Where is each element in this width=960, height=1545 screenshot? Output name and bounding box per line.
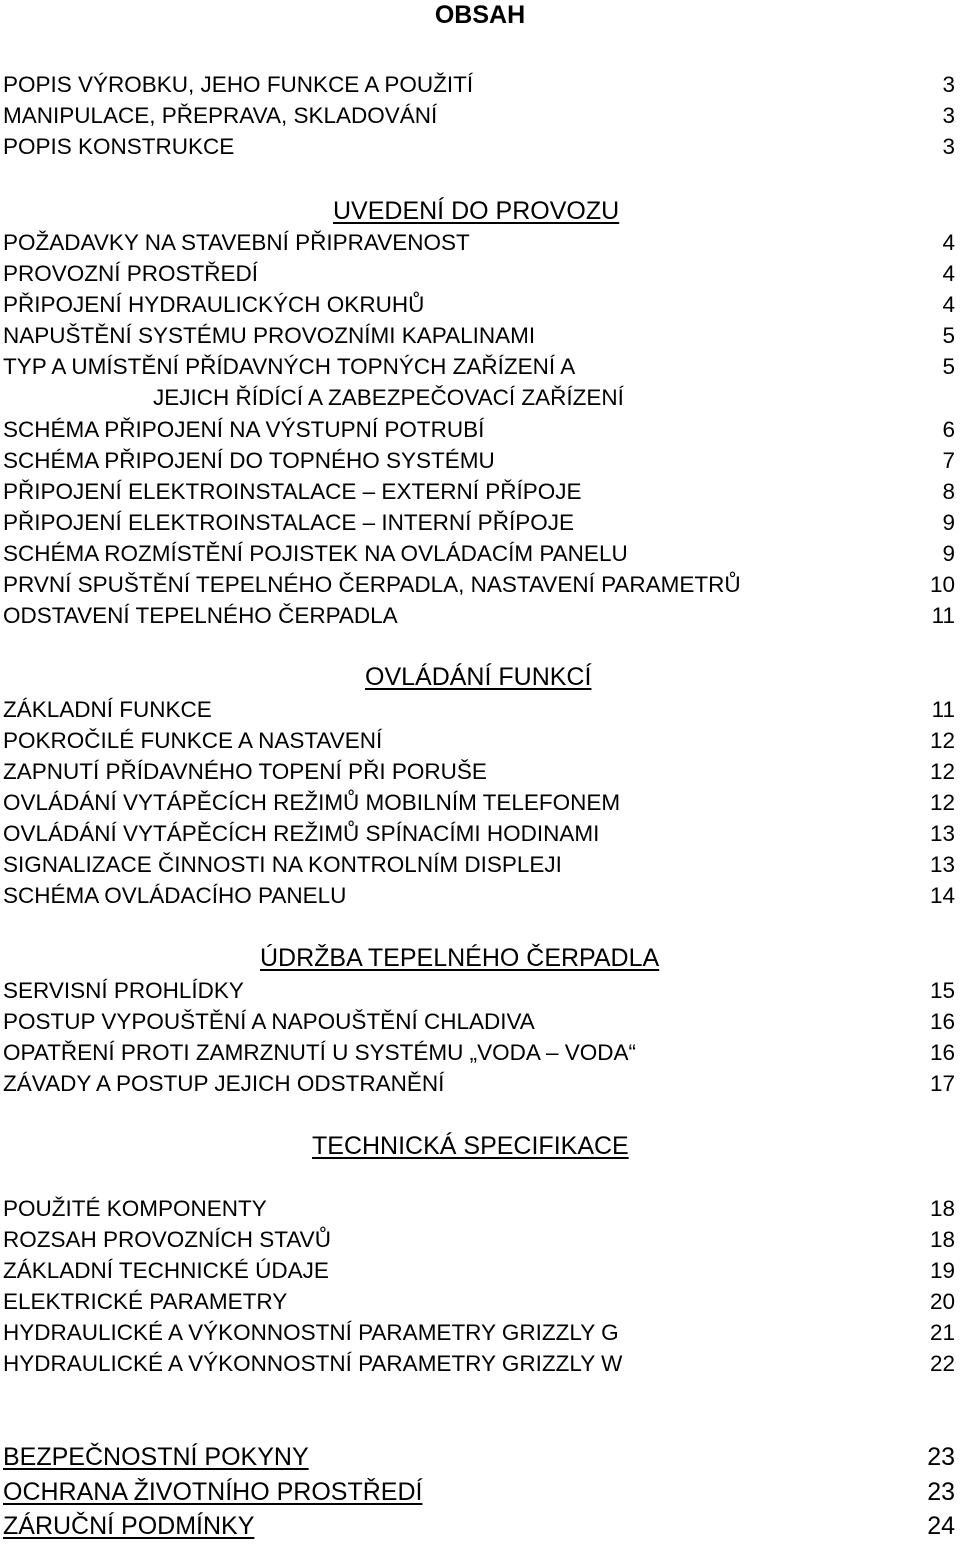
toc-entry-text: TYP A UMÍSTĚNÍ PŘÍDAVNÝCH TOPNÝCH ZAŘÍZENÍ A bbox=[3, 354, 576, 379]
toc-entry-page: 23 bbox=[927, 1443, 955, 1471]
toc-entry[interactable] bbox=[3, 788, 955, 818]
toc-entry[interactable] bbox=[3, 1287, 955, 1317]
page-title: OBSAH bbox=[434, 1, 526, 29]
toc-entry-text: OVLÁDÁNÍ VYTÁPĚCÍCH REŽIMŮ SPÍNACÍMI HODINAMI bbox=[3, 821, 600, 846]
toc-entry-page: 15 bbox=[929, 978, 955, 1003]
toc-entry-page: 14 bbox=[929, 883, 955, 908]
toc-entry-text: HYDRAULICKÉ A VÝKONNOSTNÍ PARAMETRY GRIZZLY W bbox=[3, 1351, 623, 1376]
toc-entry-page: 24 bbox=[927, 1512, 955, 1540]
toc-entry[interactable] bbox=[3, 1194, 955, 1224]
toc-entry-text: OPATŘENÍ PROTI ZAMRZNUTÍ U SYSTÉMU „VODA – VODA“ bbox=[3, 1040, 636, 1065]
toc-entry-page: 8 bbox=[942, 479, 955, 504]
toc-entry-page: 18 bbox=[929, 1196, 955, 1221]
toc-entry[interactable] bbox=[3, 1069, 955, 1099]
toc-entry-text: POPIS VÝROBKU, JEHO FUNKCE A POUŽITÍ bbox=[3, 72, 474, 97]
toc-entry-ochrana[interactable] bbox=[3, 1476, 955, 1508]
toc-entry-text: MANIPULACE, PŘEPRAVA, SKLADOVÁNÍ bbox=[3, 103, 438, 128]
toc-entry-page: 4 bbox=[942, 261, 955, 286]
toc-entry[interactable] bbox=[3, 477, 955, 507]
toc-entry-text: ODSTAVENÍ TEPELNÉHO ČERPADLA bbox=[3, 603, 398, 628]
toc-entry-page: 23 bbox=[927, 1478, 955, 1506]
toc-entry[interactable] bbox=[3, 726, 955, 756]
toc-entry-page: 12 bbox=[929, 790, 955, 815]
toc-entry-text: SIGNALIZACE ČINNOSTI NA KONTROLNÍM DISPLEJI bbox=[3, 852, 562, 877]
toc-entry[interactable] bbox=[3, 601, 955, 631]
toc-entry-text: PŘIPOJENÍ ELEKTROINSTALACE – INTERNÍ PŘÍPOJE bbox=[3, 510, 574, 535]
toc-entry-page: 10 bbox=[929, 572, 955, 597]
toc-entry-text: OCHRANA ŽIVOTNÍHO PROSTŘEDÍ bbox=[3, 1478, 423, 1506]
section-heading-uvedeni: UVEDENÍ DO PROVOZU bbox=[333, 197, 620, 225]
toc-entry[interactable] bbox=[3, 1349, 955, 1379]
toc-entry-page: 9 bbox=[942, 541, 955, 566]
toc-entry-page: 5 bbox=[942, 323, 955, 348]
toc-entry-text: ELEKTRICKÉ PARAMETRY bbox=[3, 1289, 288, 1314]
toc-entry-page: 16 bbox=[929, 1009, 955, 1034]
toc-entry[interactable] bbox=[3, 290, 955, 320]
toc-entry[interactable] bbox=[3, 446, 955, 476]
toc-entry-page: 4 bbox=[942, 292, 955, 317]
toc-entry-page: 21 bbox=[929, 1320, 955, 1345]
toc-entry-text: JEJICH ŘÍDÍCÍ A ZABEZPEČOVACÍ ZAŘÍZENÍ bbox=[153, 385, 624, 410]
toc-entry-text: PŘIPOJENÍ HYDRAULICKÝCH OKRUHŮ bbox=[3, 292, 425, 317]
toc-entry-text: BEZPEČNOSTNÍ POKYNY bbox=[3, 1443, 309, 1471]
toc-entry-text: ROZSAH PROVOZNÍCH STAVŮ bbox=[3, 1227, 331, 1252]
toc-entry[interactable] bbox=[3, 228, 955, 258]
toc-entry-text: SERVISNÍ PROHLÍDKY bbox=[3, 978, 244, 1003]
toc-entry-page: 7 bbox=[942, 448, 955, 473]
toc-entry[interactable] bbox=[3, 757, 955, 787]
toc-entry[interactable] bbox=[3, 1256, 955, 1286]
toc-entry-text: POŽADAVKY NA STAVEBNÍ PŘIPRAVENOST bbox=[3, 230, 470, 255]
toc-entry[interactable] bbox=[3, 259, 955, 289]
toc-entry-continuation[interactable] bbox=[3, 383, 955, 413]
toc-entry[interactable] bbox=[3, 352, 955, 382]
toc-entry-page: 13 bbox=[929, 821, 955, 846]
toc-entry[interactable] bbox=[3, 570, 955, 600]
toc-entry[interactable] bbox=[3, 1318, 955, 1348]
toc-entry-page: 3 bbox=[942, 103, 955, 128]
toc-entry[interactable] bbox=[3, 70, 955, 100]
toc-entry-text: SCHÉMA PŘIPOJENÍ DO TOPNÉHO SYSTÉMU bbox=[3, 448, 495, 473]
toc-entry-text: SCHÉMA ROZMÍSTĚNÍ POJISTEK NA OVLÁDACÍM PANELU bbox=[3, 541, 628, 566]
toc-entry-page: 17 bbox=[929, 1071, 955, 1096]
toc-entry-page: 20 bbox=[929, 1289, 955, 1314]
toc-entry-page: 11 bbox=[931, 697, 955, 722]
section-heading-technicka: TECHNICKÁ SPECIFIKACE bbox=[312, 1132, 629, 1160]
toc-entry-bezpecnost[interactable] bbox=[3, 1441, 955, 1473]
toc-entry-text: POUŽITÉ KOMPONENTY bbox=[3, 1196, 267, 1221]
toc-entry-text: PŘIPOJENÍ ELEKTROINSTALACE – EXTERNÍ PŘÍPOJE bbox=[3, 479, 582, 504]
toc-entry-zarucni[interactable] bbox=[3, 1510, 955, 1542]
toc-entry[interactable] bbox=[3, 1007, 955, 1037]
toc-entry-text: SCHÉMA OVLÁDACÍHO PANELU bbox=[3, 883, 347, 908]
toc-entry-text: ZÁRUČNÍ PODMÍNKY bbox=[3, 1512, 255, 1540]
toc-entry[interactable] bbox=[3, 976, 955, 1006]
toc-entry[interactable] bbox=[3, 1038, 955, 1068]
toc-entry-text: POKROČILÉ FUNKCE A NASTAVENÍ bbox=[3, 728, 383, 753]
toc-entry-page: 12 bbox=[929, 728, 955, 753]
toc-entry-page: 5 bbox=[942, 354, 955, 379]
section-heading-udrzba: ÚDRŽBA TEPELNÉHO ČERPADLA bbox=[260, 944, 660, 972]
toc-entry[interactable] bbox=[3, 321, 955, 351]
toc-entry-text: POPIS KONSTRUKCE bbox=[3, 134, 235, 159]
toc-entry[interactable] bbox=[3, 508, 955, 538]
toc-entry-text: POSTUP VYPOUŠTĚNÍ A NAPOUŠTĚNÍ CHLADIVA bbox=[3, 1009, 535, 1034]
toc-entry-text: ZÁVADY A POSTUP JEJICH ODSTRANĚNÍ bbox=[3, 1071, 445, 1096]
toc-entry-text: HYDRAULICKÉ A VÝKONNOSTNÍ PARAMETRY GRIZZLY G bbox=[3, 1320, 619, 1345]
section-heading-ovladani: OVLÁDÁNÍ FUNKCÍ bbox=[365, 663, 592, 691]
toc-entry-page: 16 bbox=[929, 1040, 955, 1065]
toc-entry-text: PROVOZNÍ PROSTŘEDÍ bbox=[3, 261, 259, 286]
toc-entry-page: 22 bbox=[929, 1351, 955, 1376]
toc-entry-page: 12 bbox=[929, 759, 955, 784]
toc-entry-text: ZAPNUTÍ PŘÍDAVNÉHO TOPENÍ PŘI PORUŠE bbox=[3, 759, 487, 784]
toc-entry[interactable] bbox=[3, 881, 955, 911]
toc-entry[interactable] bbox=[3, 1225, 955, 1255]
toc-entry-text: PRVNÍ SPUŠTĚNÍ TEPELNÉHO ČERPADLA, NASTAVENÍ PARAMETRŮ bbox=[3, 572, 741, 597]
toc-entry-page: 13 bbox=[929, 852, 955, 877]
toc-entry[interactable] bbox=[3, 819, 955, 849]
toc-entry-page: 19 bbox=[929, 1258, 955, 1283]
toc-entry-page: 6 bbox=[942, 417, 955, 442]
toc-entry-page: 4 bbox=[942, 230, 955, 255]
toc-entry-text: SCHÉMA PŘIPOJENÍ NA VÝSTUPNÍ POTRUBÍ bbox=[3, 417, 485, 442]
toc-entry[interactable] bbox=[3, 101, 955, 131]
toc-entry-text: ZÁKLADNÍ FUNKCE bbox=[3, 697, 212, 722]
toc-entry[interactable] bbox=[3, 415, 955, 445]
toc-entry-page: 11 bbox=[931, 603, 955, 628]
toc-entry-text: NAPUŠTĚNÍ SYSTÉMU PROVOZNÍMI KAPALINAMI bbox=[3, 323, 536, 348]
toc-entry[interactable] bbox=[3, 850, 955, 880]
toc-entry-page: 3 bbox=[942, 72, 955, 97]
toc-entry[interactable] bbox=[3, 695, 955, 725]
toc-entry-page: 9 bbox=[942, 510, 955, 535]
toc-entry[interactable] bbox=[3, 539, 955, 569]
toc-entry-page: 18 bbox=[929, 1227, 955, 1252]
toc-entry-text: OVLÁDÁNÍ VYTÁPĚCÍCH REŽIMŮ MOBILNÍM TELEFONEM bbox=[3, 790, 621, 815]
toc-entry-text: ZÁKLADNÍ TECHNICKÉ ÚDAJE bbox=[3, 1258, 329, 1283]
toc-entry-page: 3 bbox=[942, 134, 955, 159]
toc-entry[interactable] bbox=[3, 132, 955, 162]
